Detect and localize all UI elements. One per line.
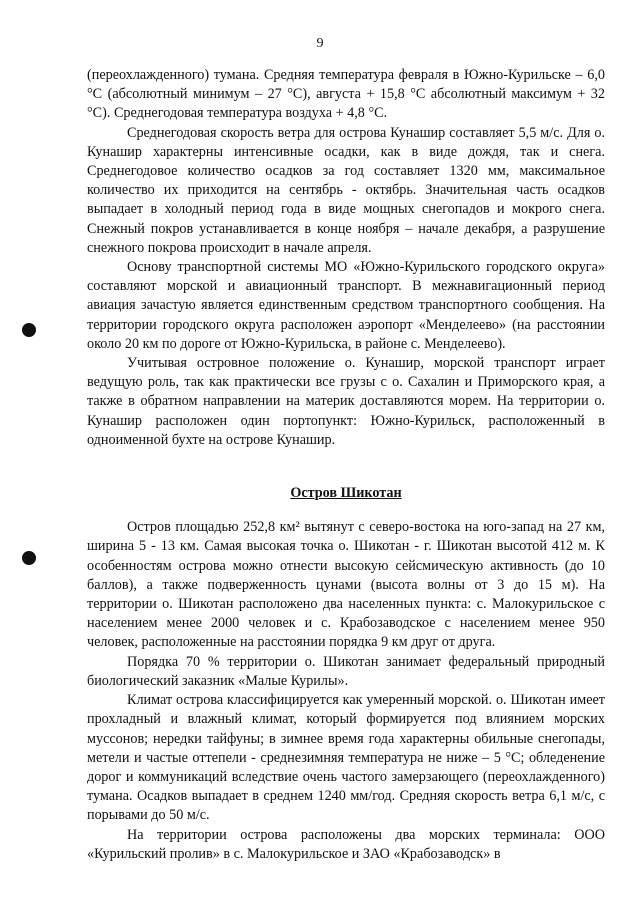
paragraph: Климат острова классифицируется как умеренный морской. о. Шикотан имеет прохладный и влажный климат, который формируется под влиянием морских муссонов; нередки тайфуны; в зимнее время года характерны обильные снегопады, метели и частые оттепели - среднезимняя температура не ниже – 5 °С; обледенение дорог и коммуникаций вследствие очень частого замерзающего (переохлажденного) тумана. Осадков выпадает в среднем 1240 мм/год. Средняя скорость ветра 6,1 м/с, с порывами до 50 м/с.	[87, 692, 605, 824]
punch-hole-mark	[22, 551, 36, 565]
paragraph: Порядка 70 % территории о. Шикотан занимает федеральный природный биологический заказник «Малые Курилы».	[87, 653, 605, 689]
paragraphs-before-heading	[87, 66, 605, 450]
paragraph: На территории острова расположены два морских терминала: ООО «Курильский пролив» в с. Малокурильское и ЗАО «Крабозаводск» в	[87, 826, 605, 862]
punch-hole-mark	[22, 323, 36, 337]
paragraph: Остров площадью 252,8 км² вытянут с северо-востока на юго-запад на 27 км, ширина 5 - 13 км. Самая высокая точка о. Шикотан - г. Шикотан высотой 412 м. К особенностям острова можно отнести высокую сейсмическую активность (до 10 баллов), а также подверженность цунами (высота волны от 3 до 15 м). На территории о. Шикотан расположено два населенных пункта: с. Малокурильское с населением менее 2000 человек и с. Крабозаводское с населением менее 950 человек, расположенные на расстоянии порядка 9 км друг от друга.	[87, 519, 605, 651]
paragraph: (переохлажденного) тумана. Средняя температура февраля в Южно-Курильске – 6,0 °С (абсолютный минимум – 27 °С), августа + 15,8 °С абсолютный максимум + 32 °С). Среднегодовая температура воздуха + 4,8 °С.	[87, 67, 605, 122]
paragraph: Учитывая островное положение о. Кунашир, морской транспорт играет ведущую роль, так как практически все грузы с о. Сахалин и Приморского края, а также в обратном направлении на материк доставляются морем. На территории о. Кунашир расположен один портопункт: Южно-Курильск, расположенный в одноименной бухте на острове Кунашир.	[87, 355, 605, 448]
paragraphs-after-heading	[87, 518, 605, 864]
paragraph: Среднегодовая скорость ветра для острова Кунашир составляет 5,5 м/с. Для о. Кунашир характерны интенсивные осадки, как в виде дождя, так и снега. Среднегодовое количество осадков за год составляет 1320 мм, максимальное количество их приходится на сентябрь - октябрь. Значительная часть осадков выпадает в холодный период года в виде мощных снегопадов и мокрого снега. Снежный покров устанавливается в конце ноября – начале декабря, а разрушение снежного покрова происходит в начале апреля.	[87, 124, 605, 256]
section-heading: Остров Шикотан	[290, 485, 402, 502]
page-number: 9	[316, 36, 324, 51]
document-body	[87, 66, 605, 864]
paragraph: Основу транспортной системы МО «Южно-Курильского городского округа» составляют морской и авиационный транспорт. В межнавигационный период авиация зачастую является единственным средством транспортного сообщения. На территории городского округа расположен аэропорт «Менделеево» (на расстоянии около 20 км по дороге от Южно-Курильска, в районе с. Менделеево).	[87, 259, 605, 352]
